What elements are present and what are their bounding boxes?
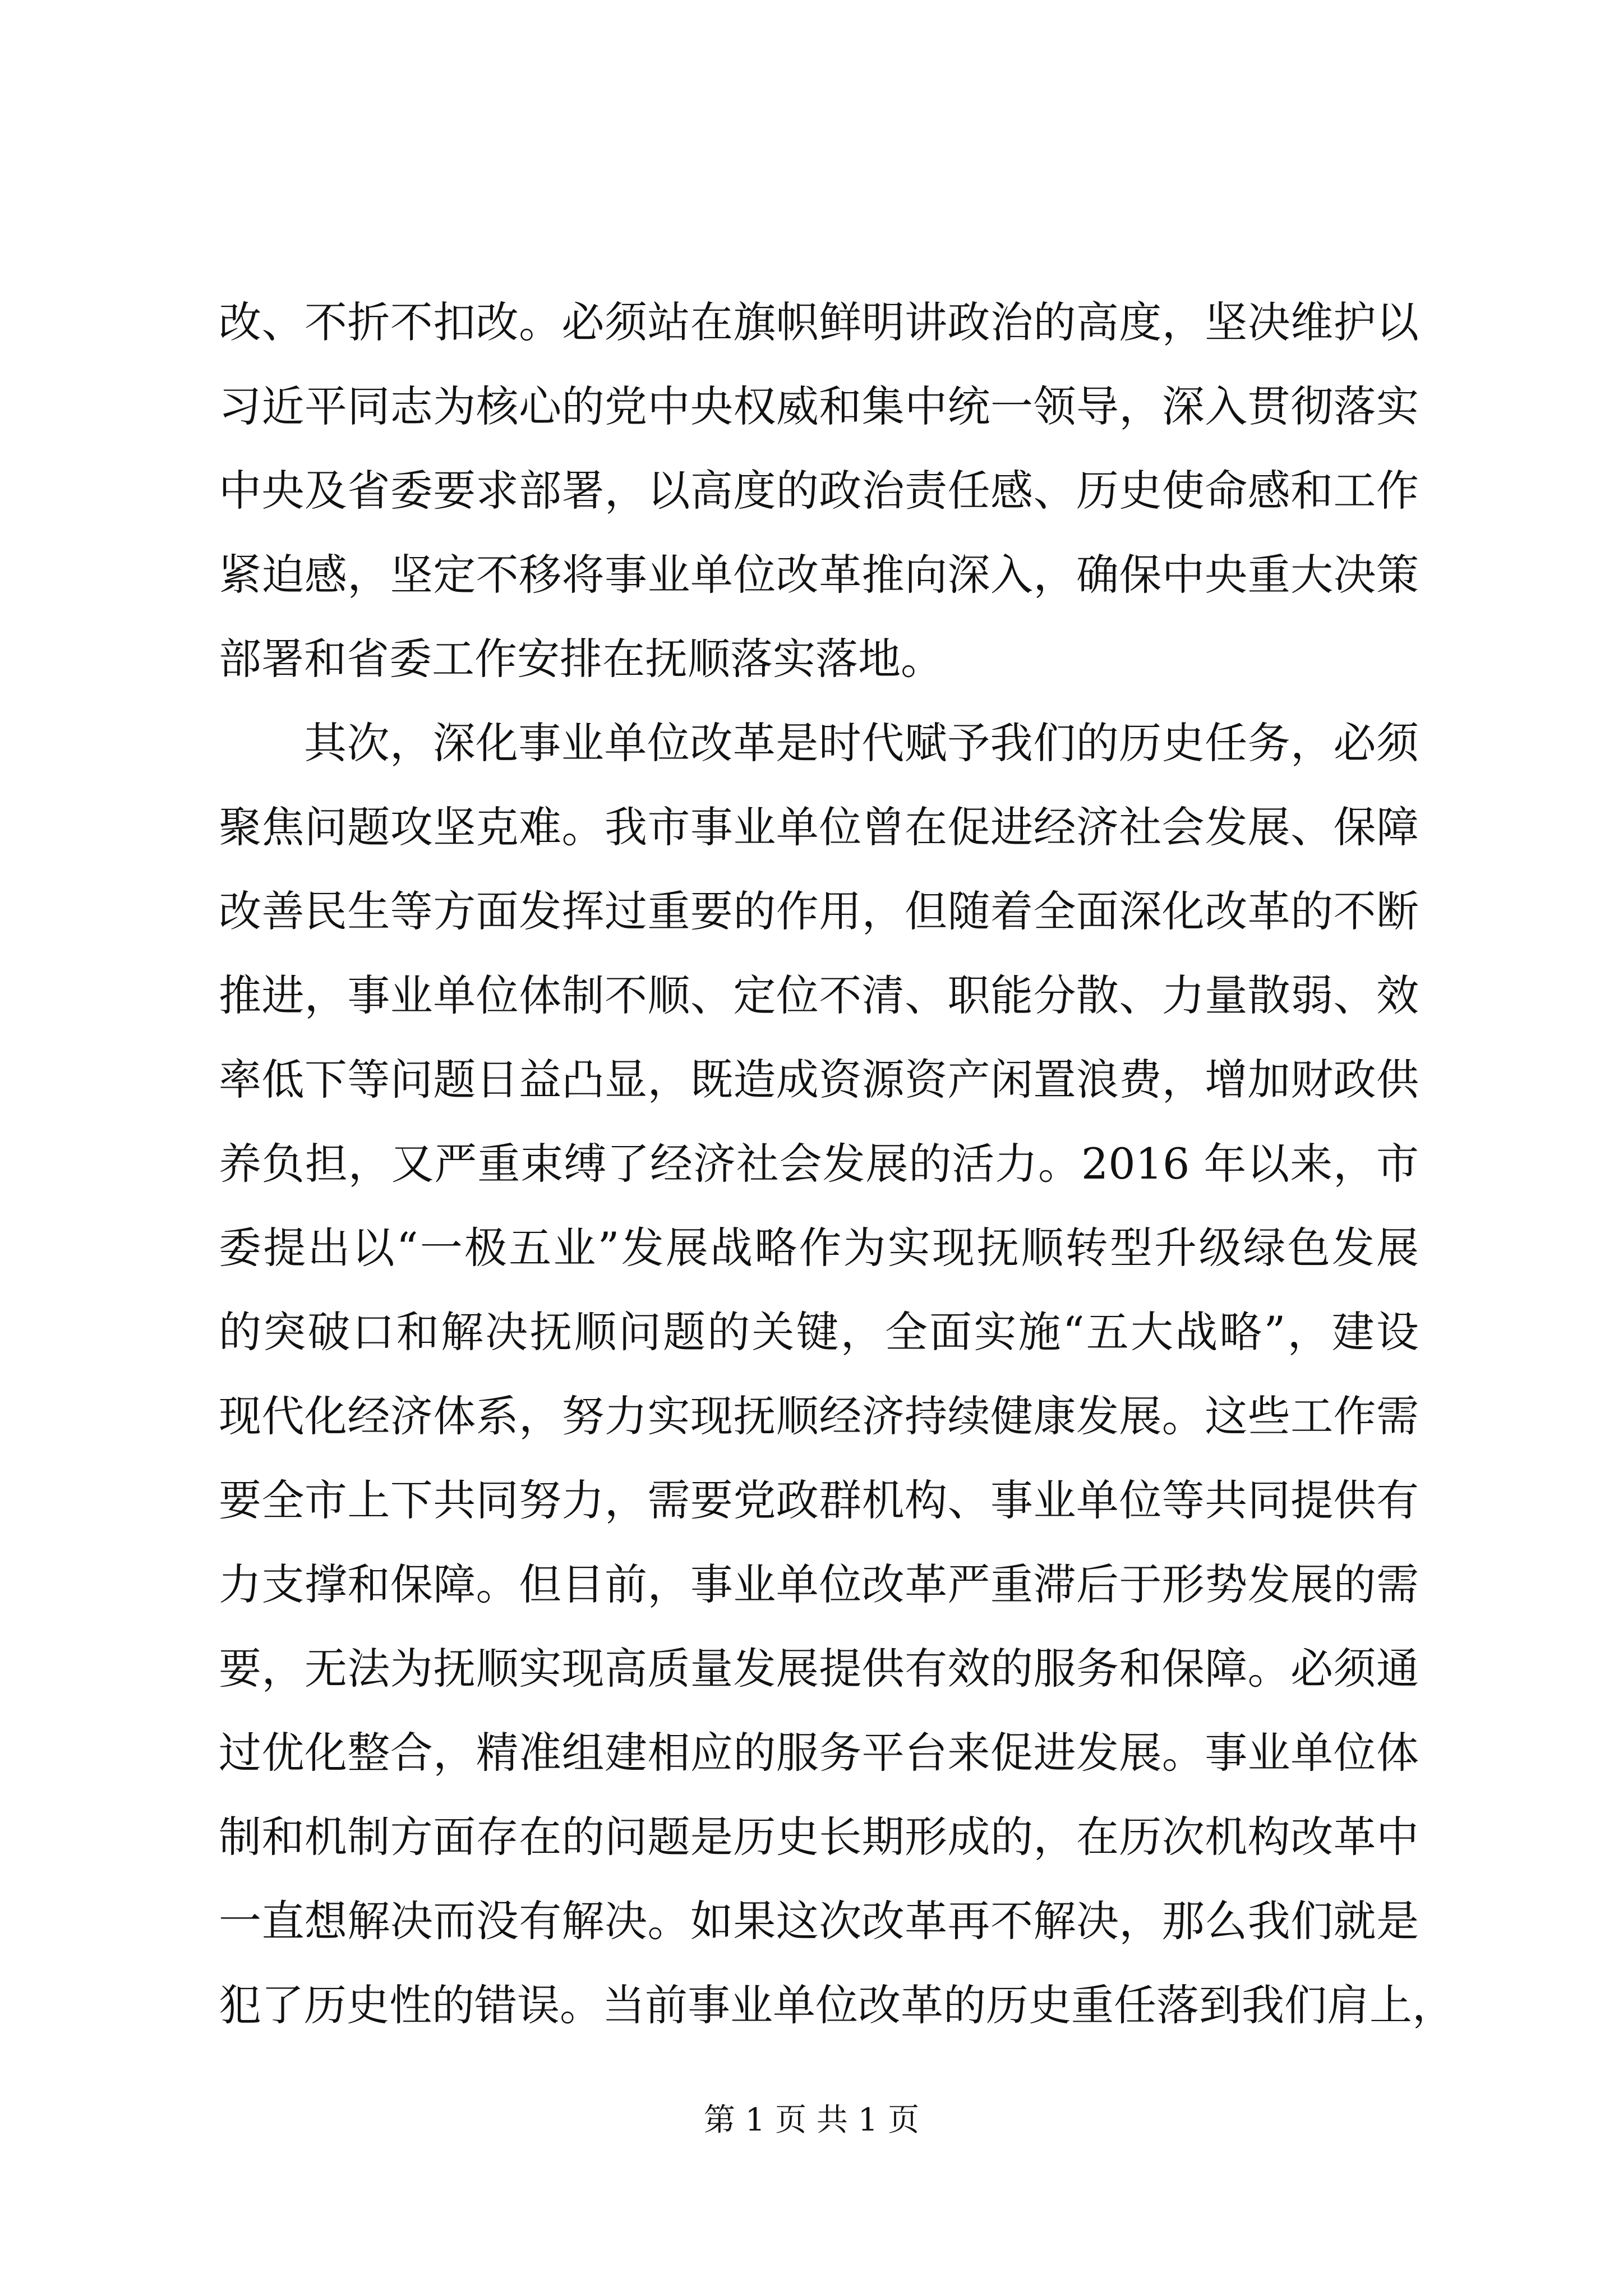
text-line: 率低下等问题日益凸显，既造成资源资产闲置浪费，增加财政供 — [219, 1055, 1419, 1105]
paragraph-first-line: 其次，深化事业单位改革是时代赋予我们的历史任务，必须 — [304, 718, 1419, 768]
text-line: 部署和省委工作安排在抚顺落实落地。 — [219, 634, 943, 684]
text-line: 委提出以“一极五业”发展战略作为实现抚顺转型升级绿色发展 — [219, 1223, 1419, 1273]
text-line: 推进，事业单位体制不顺、定位不清、职能分散、力量散弱、效 — [219, 970, 1419, 1020]
text-line: 现代化经济体系，努力实现抚顺经济持续健康发展。这些工作需 — [219, 1391, 1419, 1441]
text-line: 的突破口和解决抚顺问题的关键，全面实施“五大战略”，建设 — [219, 1307, 1419, 1357]
text-line: 紧迫感，坚定不移将事业单位改革推向深入，确保中央重大决策 — [219, 550, 1419, 600]
text-line: 过优化整合，精准组建相应的服务平台来促进发展。事业单位体 — [219, 1728, 1419, 1778]
text-line: 改善民生等方面发挥过重要的作用，但随着全面深化改革的不断 — [219, 886, 1419, 936]
text-line: 聚焦问题攻坚克难。我市事业单位曾在促进经济社会发展、保障 — [219, 802, 1419, 852]
text-line: 要，无法为抚顺实现高质量发展提供有效的服务和保障。必须通 — [219, 1644, 1419, 1694]
text-line: 一直想解决而没有解决。如果这次改革再不解决，那么我们就是 — [219, 1896, 1419, 1946]
text-line: 习近平同志为核心的党中央权威和集中统一领导，深入贯彻落实 — [219, 381, 1419, 431]
text-line: 要全市上下共同努力，需要党政群机构、事业单位等共同提供有 — [219, 1475, 1419, 1525]
text-line: 力支撑和保障。但目前，事业单位改革严重滞后于形势发展的需 — [219, 1559, 1419, 1609]
text-line: 中央及省委要求部署，以高度的政治责任感、历史使命感和工作 — [219, 466, 1419, 516]
text-line: 犯了历史性的错误。当前事业单位改革的历史重任落到我们肩上， — [219, 1980, 1455, 2030]
text-line: 养负担，又严重束缚了经济社会发展的活力。2016 年以来，市 — [219, 1139, 1419, 1189]
page-footer: 第 1 页 共 1 页 — [703, 2102, 920, 2138]
text-line: 制和机制方面存在的问题是历史长期形成的，在历次机构改革中 — [219, 1812, 1419, 1862]
text-line: 改、不折不扣改。必须站在旗帜鲜明讲政治的高度，坚决维护以 — [219, 297, 1419, 347]
